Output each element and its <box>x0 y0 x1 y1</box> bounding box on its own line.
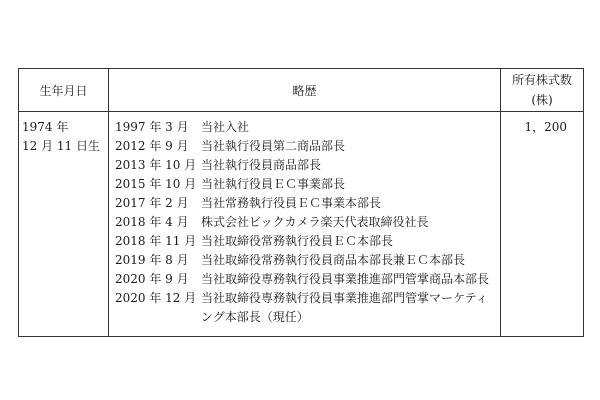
career-entry <box>115 194 500 213</box>
career-text: 当社常務執行役員ＥＣ事業本部長 <box>201 196 382 210</box>
career-entry <box>115 251 500 270</box>
career-date: 1997 年 3 月 <box>115 120 189 134</box>
career-date: 2012 年 9 月 <box>115 139 189 153</box>
career-list <box>109 112 500 327</box>
career-date: 2018 年 11 月 <box>115 234 197 248</box>
career-date: 2015 年 10 月 <box>115 177 197 191</box>
header-dob: 生年月日 <box>19 69 109 112</box>
career-entry <box>115 137 500 156</box>
career-text: 当社取締役常務執行役員ＥＣ本部長 <box>201 234 394 248</box>
career-text: 当社入社 <box>201 120 250 134</box>
dob-day: 12 月 11 日生 <box>22 139 100 153</box>
career-date: 2020 年 9 月 <box>115 272 189 286</box>
career-entry <box>115 118 500 137</box>
header-shares-label: 所有株式数 <box>511 73 572 87</box>
career-text: 株式会社ビックカメラ楽天代表取締役社長 <box>201 215 429 229</box>
career-text: 当社執行役員商品部長 <box>201 158 322 172</box>
career-text: 当社執行役員第二商品部長 <box>201 139 346 153</box>
career-text: 当社執行役員ＥＣ事業部長 <box>201 177 346 191</box>
career-date: 2019 年 8 月 <box>115 253 189 267</box>
career-date: 2013 年 10 月 <box>115 158 197 172</box>
career-date: 2020 年 12 月 <box>115 291 197 305</box>
career-entry <box>115 156 500 175</box>
shares-cell <box>501 112 584 337</box>
career-entry <box>115 175 500 194</box>
career-date: 2017 年 2 月 <box>115 196 189 210</box>
career-text: 当社取締役専務執行役員事業推進部門管掌商品本部長 <box>201 272 490 286</box>
dob-cell <box>19 112 109 337</box>
header-career: 略歴 <box>109 69 501 112</box>
career-text: 当社取締役専務執行役員事業推進部門管掌マーケティング本部長（現任） <box>201 291 488 324</box>
body-row <box>19 112 584 337</box>
dob-year: 1974 年 <box>22 120 69 134</box>
career-text: 当社取締役常務執行役員商品本部長兼ＥＣ本部長 <box>201 253 466 267</box>
career-date: 2018 年 4 月 <box>115 215 189 229</box>
career-cell <box>109 112 501 337</box>
career-entry <box>115 270 500 289</box>
header-shares-unit: (株) <box>531 93 553 107</box>
shares-value: 1，200 <box>524 120 567 134</box>
header-row <box>19 69 584 112</box>
career-entry <box>115 213 500 232</box>
career-entry <box>115 289 500 327</box>
header-shares <box>501 69 584 112</box>
career-entry <box>115 232 500 251</box>
officer-profile-table <box>18 68 584 337</box>
